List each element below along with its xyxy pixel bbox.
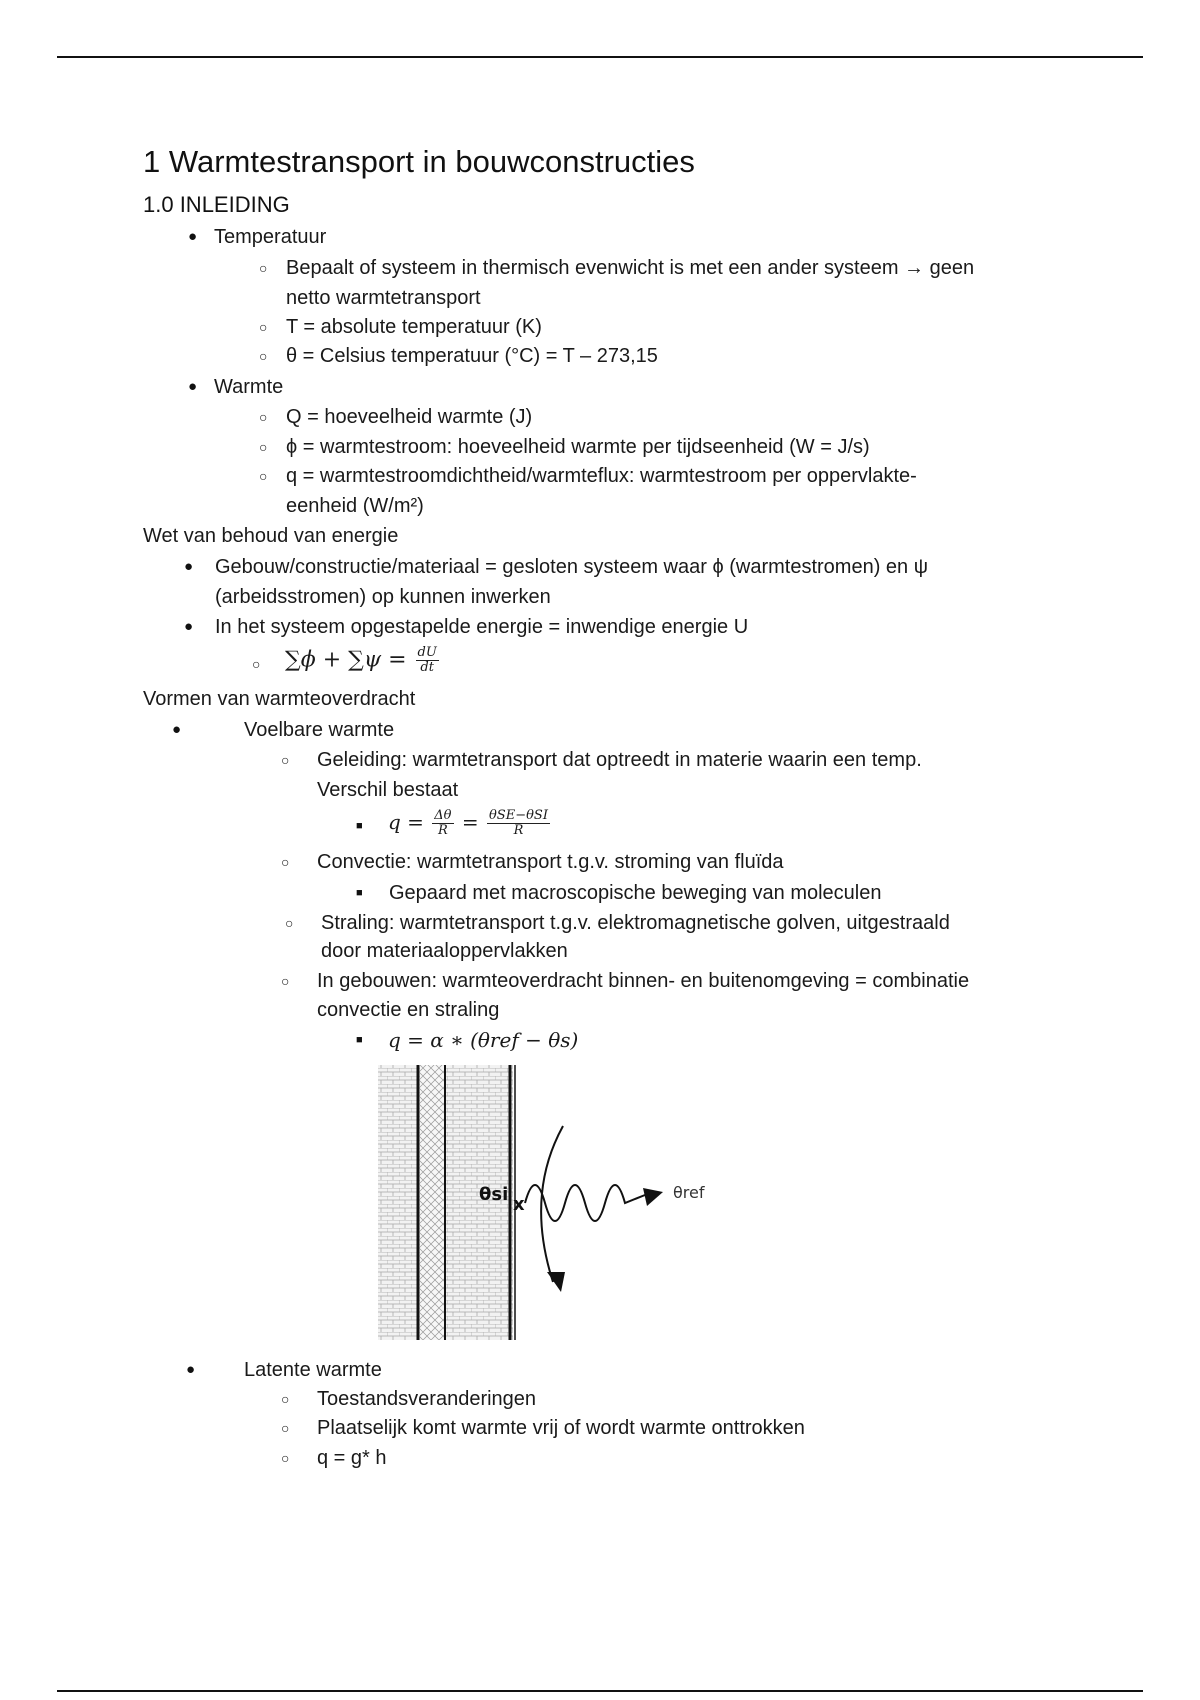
fraction: [432, 809, 453, 838]
list-item: Gebouw/constructie/materiaal = gesloten systeem waar ϕ (warmtestromen) en ψ: [215, 556, 928, 578]
fraction-denominator: dt: [420, 660, 434, 675]
bullet-square: ■: [356, 1034, 363, 1046]
bullet-dot: ●: [184, 618, 194, 635]
list-item: Toestandsveranderingen: [317, 1388, 537, 1410]
bullet-dot: ●: [188, 378, 198, 395]
bullet-circle: ○: [285, 915, 294, 931]
bullet-circle: ○: [259, 260, 268, 276]
bullet-square: ■: [356, 820, 363, 832]
list-item: q = warmtestroomdichtheid/warmteflux: warmtestroom per oppervlakte-: [286, 465, 917, 487]
bullet-dot: ●: [172, 721, 182, 738]
formula-lhs: q =: [388, 810, 424, 834]
list-item-continuation: door materiaaloppervlakken: [321, 940, 568, 962]
theta-ref-label: θref: [673, 1183, 705, 1202]
list-item-continuation: (arbeidsstromen) op kunnen inwerken: [215, 586, 551, 608]
list-item-voelbaar: Voelbare warmte: [244, 719, 395, 741]
heading-behoud: Wet van behoud van energie: [143, 525, 399, 547]
theta-s-label: θsi: [479, 1184, 509, 1205]
list-item: In het systeem opgestapelde energie = inwendige energie U: [215, 616, 749, 638]
list-item-convectie: Convectie: warmtetransport t.g.v. stroming van fluïda: [317, 851, 784, 873]
heading-vormen: Vormen van warmteoverdracht: [143, 688, 416, 710]
bullet-circle: ○: [259, 468, 268, 484]
list-item: ϕ = warmtestroom: hoeveelheid warmte per tijdseenheid (W = J/s): [286, 436, 870, 458]
fraction: [416, 646, 439, 675]
list-item-warmte: Warmte: [214, 376, 284, 398]
bullet-dot: ●: [184, 558, 194, 575]
chapter-title: 1 Warmtestransport in bouwconstructies: [143, 144, 695, 179]
surface-point-marker: x: [513, 1194, 525, 1215]
list-item: q = g* h: [317, 1447, 387, 1469]
list-item-gebouwen: In gebouwen: warmteoverdracht binnen- en buitenomgeving = combinatie: [317, 970, 970, 992]
list-item-geleiding: Geleiding: warmtetransport dat optreedt in materie waarin een temp.: [317, 749, 922, 771]
conduction-formula: [388, 808, 552, 838]
list-item-continuation: netto warmtetransport: [286, 287, 481, 309]
formula-equals: =: [461, 810, 479, 834]
bullet-circle: ○: [281, 1450, 290, 1466]
surface-heat-formula: q = α ∗ (θref − θs): [388, 1028, 579, 1052]
section-title: 1.0 INLEIDING: [143, 192, 290, 217]
bullet-circle: ○: [259, 439, 268, 455]
list-item: Gepaard met macroscopische beweging van moleculen: [389, 882, 882, 904]
list-item: Q = hoeveelheid warmte (J): [286, 406, 533, 428]
bullet-dot: ●: [188, 228, 198, 245]
list-item-continuation: Verschil bestaat: [317, 779, 459, 801]
list-item-latent: Latente warmte: [244, 1359, 382, 1381]
wall-heat-transfer-figure: [375, 1060, 735, 1345]
fraction-denominator: R: [513, 823, 524, 838]
bullet-circle: ○: [281, 973, 290, 989]
list-item: T = absolute temperatuur (K): [286, 316, 542, 338]
list-item-temperatuur: Temperatuur: [214, 226, 327, 248]
fraction-numerator: θSE−θSI: [488, 808, 548, 823]
list-item: θ = Celsius temperatuur (°C) = T – 273,15: [286, 345, 658, 367]
fraction-numerator: Δθ: [434, 808, 452, 823]
energy-balance-formula: [285, 646, 441, 675]
fraction-denominator: R: [437, 823, 448, 838]
bullet-circle: ○: [281, 854, 290, 870]
footer-rule: [57, 1690, 1143, 1692]
bullet-circle: ○: [281, 1391, 290, 1407]
insulation-layer: [420, 1065, 445, 1340]
outer-brick-layer: [378, 1065, 420, 1340]
bullet-circle: ○: [281, 752, 290, 768]
fraction-numerator: dU: [417, 645, 437, 660]
bullet-square: ■: [356, 887, 363, 899]
list-item-continuation: eenheid (W/m²): [286, 495, 424, 517]
fraction: [487, 809, 550, 838]
formula-left: ∑ϕ + ∑ψ =: [285, 647, 407, 673]
list-item: Plaatselijk komt warmte vrij of wordt warmte onttrokken: [317, 1417, 805, 1439]
list-item-straling: Straling: warmtetransport t.g.v. elektromagnetische golven, uitgestraald: [321, 912, 950, 934]
list-item-continuation: convectie en straling: [317, 999, 500, 1021]
bullet-circle: ○: [281, 1420, 290, 1436]
bullet-circle: ○: [259, 348, 268, 364]
bullet-circle: ○: [259, 319, 268, 335]
bullet-circle: ○: [252, 656, 261, 672]
bullet-dot: ●: [186, 1361, 196, 1378]
header-rule: [57, 56, 1143, 58]
bullet-circle: ○: [259, 409, 268, 425]
list-item: Bepaalt of systeem in thermisch evenwicht is met een ander systeem → geen: [286, 257, 975, 279]
